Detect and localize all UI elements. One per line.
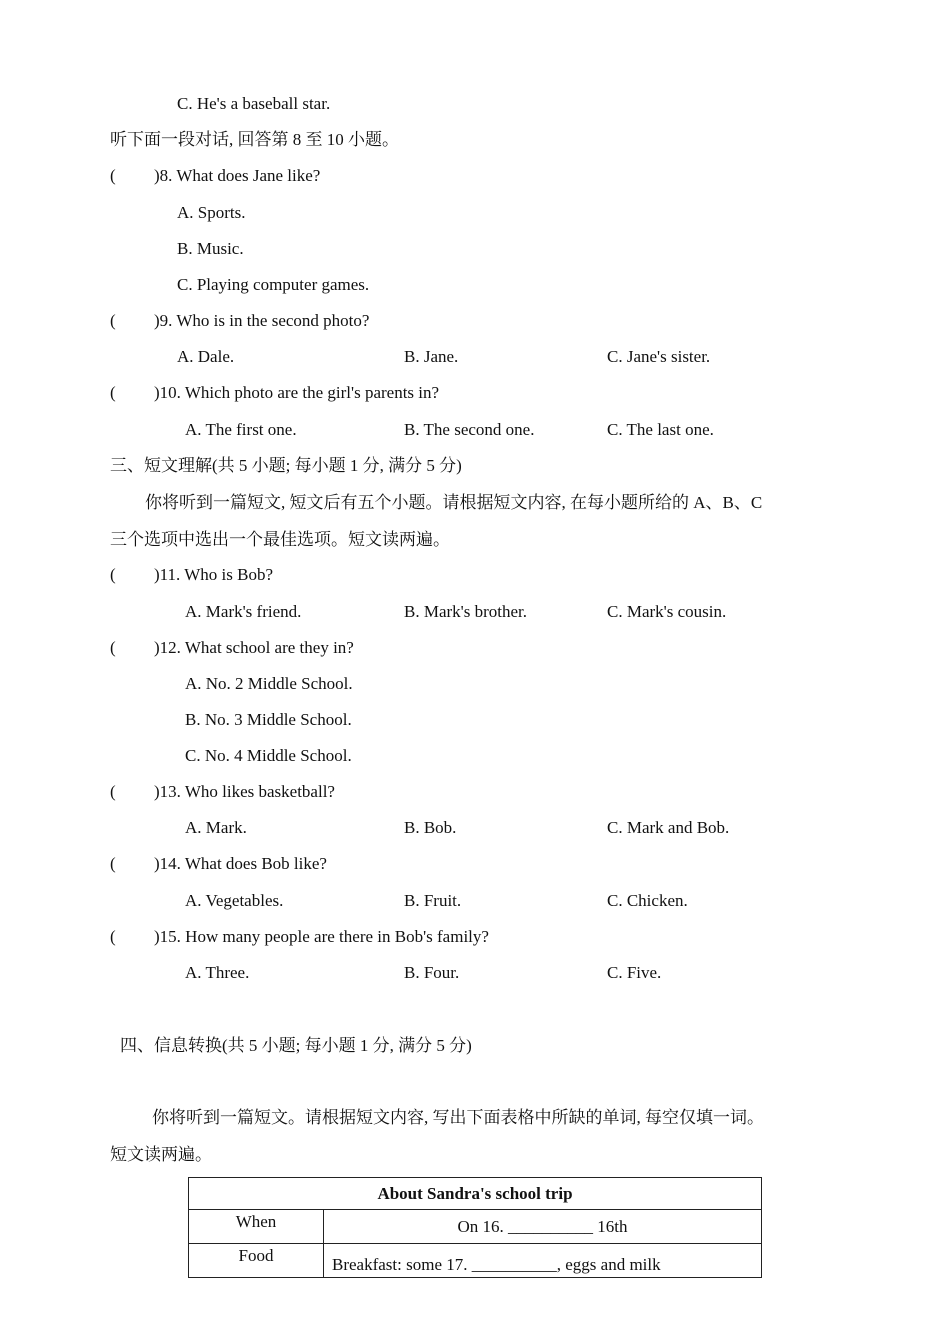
- q9-option-b: B. Jane.: [404, 347, 459, 366]
- row-label-food: Food: [189, 1244, 324, 1278]
- q15-option-c: C. Five.: [607, 963, 662, 982]
- q12-option-c: C. No. 4 Middle School.: [185, 746, 352, 765]
- section4-intro-line2: 短文读两遍。: [110, 1145, 212, 1164]
- q11-option-c: C. Mark's cousin.: [607, 602, 727, 621]
- q13-option-b: B. Bob.: [404, 818, 457, 837]
- row-value-food[interactable]: Breakfast: some 17. __________, eggs and milk: [324, 1244, 762, 1278]
- q14-option-b: B. Fruit.: [404, 891, 462, 910]
- q15-stem: )15. How many people are there in Bob's family?: [154, 927, 489, 946]
- q8-answer-blank[interactable]: (: [110, 166, 116, 185]
- q10-option-b: B. The second one.: [404, 420, 535, 439]
- q9-answer-blank[interactable]: (: [110, 311, 116, 330]
- q10-answer-blank[interactable]: (: [110, 383, 116, 402]
- row-value-when[interactable]: On 16. __________ 16th: [324, 1210, 762, 1244]
- q13-stem: )13. Who likes basketball?: [154, 782, 335, 801]
- q9-stem: )9. Who is in the second photo?: [154, 311, 370, 330]
- q7-option-c: C. He's a baseball star.: [177, 94, 331, 113]
- section3-intro-line2: 三个选项中选出一个最佳选项。短文读两遍。: [110, 530, 450, 549]
- q11-option-b: B. Mark's brother.: [404, 602, 527, 621]
- q10-option-a: A. The first one.: [185, 420, 297, 439]
- q9-option-a: A. Dale.: [177, 347, 235, 366]
- q8-stem: )8. What does Jane like?: [154, 166, 321, 185]
- school-trip-table: [188, 1177, 762, 1278]
- q12-answer-blank[interactable]: (: [110, 638, 116, 657]
- table-title: About Sandra's school trip: [189, 1178, 762, 1210]
- q14-answer-blank[interactable]: (: [110, 854, 116, 873]
- q15-answer-blank[interactable]: (: [110, 927, 116, 946]
- q12-option-a: A. No. 2 Middle School.: [185, 674, 353, 693]
- q8-option-a: A. Sports.: [177, 203, 246, 222]
- section4-heading: 四、信息转换(共 5 小题; 每小题 1 分, 满分 5 分): [120, 1036, 472, 1055]
- table-row: [189, 1244, 762, 1278]
- q13-option-c: C. Mark and Bob.: [607, 818, 730, 837]
- section3-heading: 三、短文理解(共 5 小题; 每小题 1 分, 满分 5 分): [110, 456, 462, 475]
- q11-option-a: A. Mark's friend.: [185, 602, 302, 621]
- q9-option-c: C. Jane's sister.: [607, 347, 711, 366]
- q12-stem: )12. What school are they in?: [154, 638, 354, 657]
- q10-stem: )10. Which photo are the girl's parents in?: [154, 383, 440, 402]
- q8-option-c: C. Playing computer games.: [177, 275, 370, 294]
- q13-option-a: A. Mark.: [185, 818, 247, 837]
- q11-stem: )11. Who is Bob?: [154, 565, 273, 584]
- table-row: [189, 1210, 762, 1244]
- q13-answer-blank[interactable]: (: [110, 782, 116, 801]
- q8-option-b: B. Music.: [177, 239, 244, 258]
- q11-answer-blank[interactable]: (: [110, 565, 116, 584]
- q15-option-a: A. Three.: [185, 963, 250, 982]
- section3-intro-line1: 你将听到一篇短文, 短文后有五个小题。请根据短文内容, 在每小题所给的 A、B、C: [145, 493, 763, 512]
- q14-option-a: A. Vegetables.: [185, 891, 284, 910]
- section2-instruction: 听下面一段对话, 回答第 8 至 10 小题。: [110, 130, 399, 149]
- row-label-when: When: [189, 1210, 324, 1244]
- q14-option-c: C. Chicken.: [607, 891, 688, 910]
- q12-option-b: B. No. 3 Middle School.: [185, 710, 352, 729]
- q15-option-b: B. Four.: [404, 963, 460, 982]
- q14-stem: )14. What does Bob like?: [154, 854, 327, 873]
- q10-option-c: C. The last one.: [607, 420, 714, 439]
- section4-intro-line1: 你将听到一篇短文。请根据短文内容, 写出下面表格中所缺的单词, 每空仅填一词。: [152, 1108, 764, 1127]
